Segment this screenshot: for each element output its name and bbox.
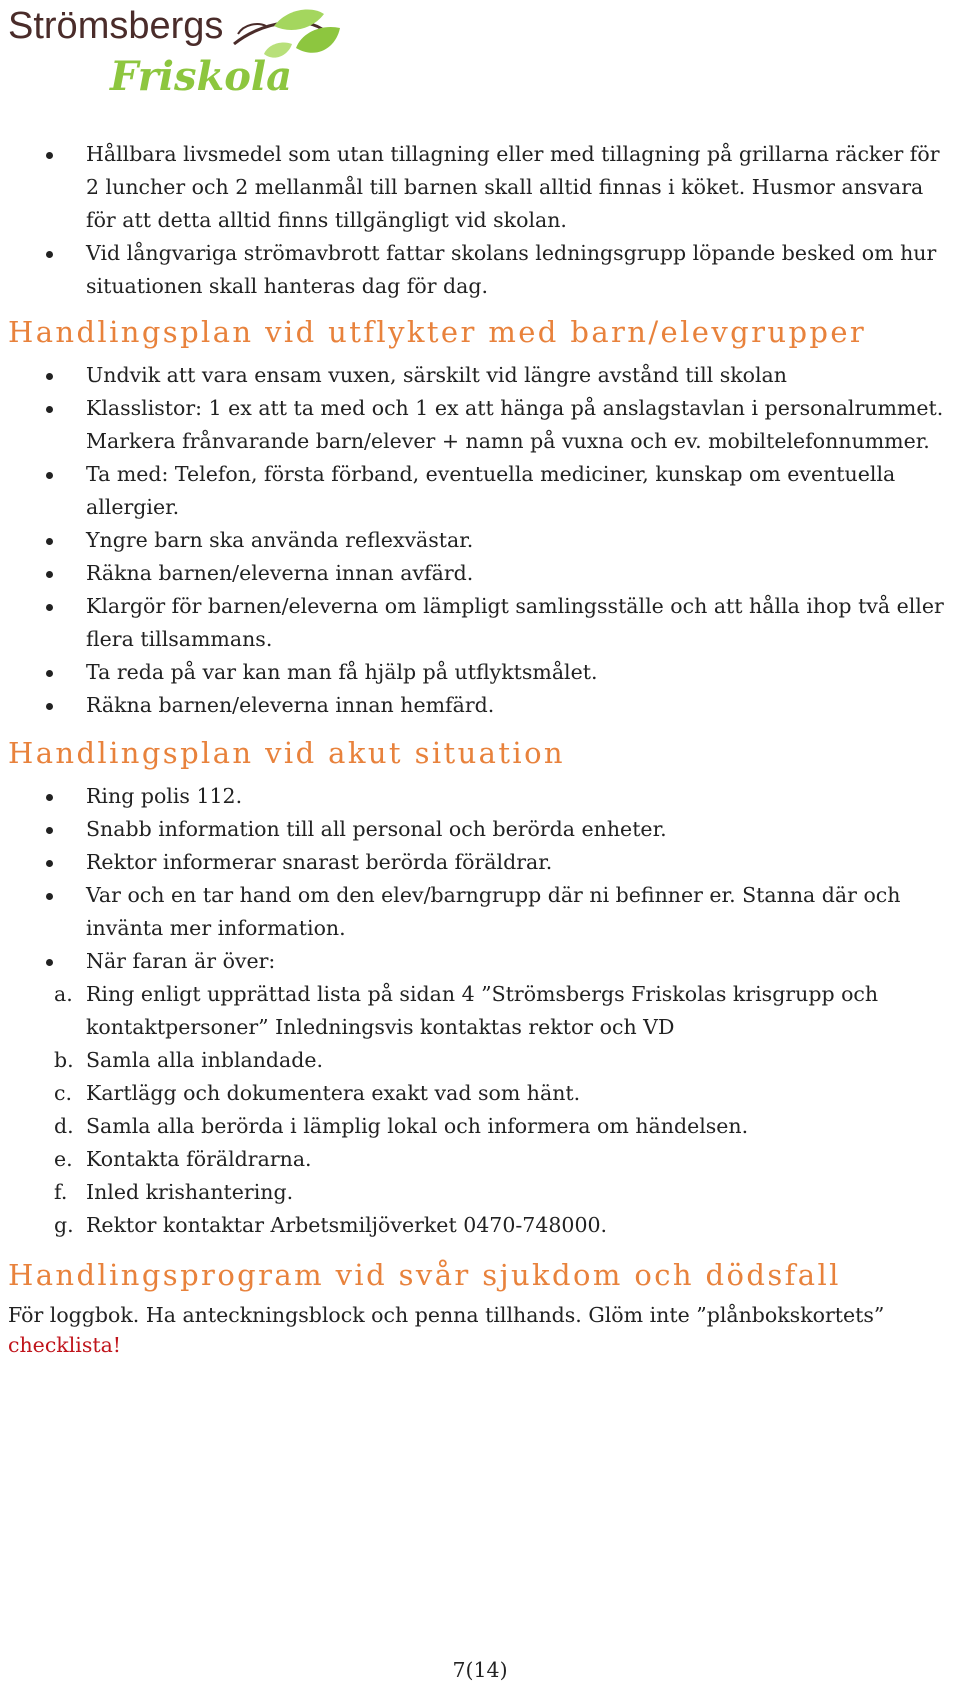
bullet-icon — [46, 152, 53, 159]
page-content — [8, 138, 958, 1360]
logo-line2: Friskola — [110, 53, 292, 100]
list-item: e. Kontakta föräldrarna. — [54, 1147, 312, 1171]
list-item: Ring polis 112. — [8, 780, 958, 813]
bullet-icon — [46, 406, 53, 413]
bullet-icon — [46, 571, 53, 578]
bullet-icon — [46, 670, 53, 677]
list-item: Räkna barnen/eleverna innan hemfärd. — [8, 689, 958, 722]
school-logo — [6, 4, 346, 100]
list-item: Ta reda på var kan man få hjälp på utflyktsmålet. — [8, 656, 958, 689]
list-item: När faran är över: — [8, 945, 958, 978]
list-item: Snabb information till all personal och berörda enheter. — [8, 813, 958, 846]
bullet-icon — [46, 703, 53, 710]
list-item: Vid långvariga strömavbrott fattar skolans ledningsgrupp löpande besked om hur situationen skall hanteras dag för dag. — [8, 237, 958, 303]
list-item: b. Samla alla inblandade. — [54, 1048, 324, 1072]
bullet-icon — [46, 959, 53, 966]
illness-death-paragraph: För loggbok. Ha anteckningsblock och penna tillhands. Glöm inte ”plånbokskortets” checklista! — [8, 1303, 885, 1357]
after-danger-steps-list — [8, 978, 958, 1242]
bullet-icon — [46, 604, 53, 611]
checklist-link[interactable]: checklista! — [8, 1333, 122, 1357]
list-item: Hållbara livsmedel som utan tillagning eller med tillagning på grillarna räcker för 2 luncher och 2 mellanmål till barnen skall alltid finnas i köket. Husmor ansvara för att detta alltid finns tillgängligt vid skolan. — [8, 138, 958, 237]
leaf-icon — [234, 10, 340, 58]
bullet-icon — [46, 373, 53, 380]
list-item: Räkna barnen/eleverna innan avfärd. — [8, 557, 958, 590]
logo-line1: Strömsbergs — [8, 5, 224, 47]
section-heading-illness-death: Handlingsprogram vid svår sjukdom och dödsfall — [8, 1258, 841, 1292]
list-item: Ta med: Telefon, första förband, eventuella mediciner, kunskap om eventuella allergier. — [8, 458, 958, 524]
list-item: d. Samla alla berörda i lämplig lokal och informera om händelsen. — [54, 1114, 749, 1138]
list-item: Rektor informerar snarast berörda föräldrar. — [8, 846, 958, 879]
page-number: 7(14) — [452, 1658, 508, 1682]
list-item: Yngre barn ska använda reflexvästar. — [8, 524, 958, 557]
list-item: a. Ring enligt upprättad lista på sidan 4 ”Strömsbergs Friskolas krisgrupp och kontaktpersoner” Inledningsvis kontaktas rektor och VD — [54, 982, 879, 1039]
acute-bullet-list — [8, 780, 958, 978]
list-item: c. Kartlägg och dokumentera exakt vad som hänt. — [54, 1081, 581, 1105]
list-item: f. Inled krishantering. — [54, 1180, 294, 1204]
bullet-icon — [46, 251, 53, 258]
section-heading-acute: Handlingsplan vid akut situation — [8, 736, 566, 770]
list-item: Klasslistor: 1 ex att ta med och 1 ex att hänga på anslagstavlan i personalrummet. Markera frånvarande barn/elever + namn på vuxna och ev. mobiltelefonnummer. — [8, 392, 958, 458]
bullet-icon — [46, 794, 53, 801]
bullet-icon — [46, 893, 53, 900]
bullet-icon — [46, 860, 53, 867]
section-heading-excursions: Handlingsplan vid utflykter med barn/elevgrupper — [8, 315, 867, 349]
bullet-icon — [46, 538, 53, 545]
list-item: g. Rektor kontaktar Arbetsmiljöverket 0470-748000. — [54, 1213, 608, 1237]
list-item: Klargör för barnen/eleverna om lämpligt samlingsställe och att hålla ihop två eller flera tillsammans. — [8, 590, 958, 656]
bullet-icon — [46, 472, 53, 479]
list-item: Var och en tar hand om den elev/barngrupp där ni befinner er. Stanna där och invänta mer information. — [8, 879, 958, 945]
list-item: Undvik att vara ensam vuxen, särskilt vid längre avstånd till skolan — [8, 359, 958, 392]
excursions-bullet-list — [8, 359, 958, 722]
bullet-icon — [46, 827, 53, 834]
intro-bullet-list — [8, 138, 958, 303]
